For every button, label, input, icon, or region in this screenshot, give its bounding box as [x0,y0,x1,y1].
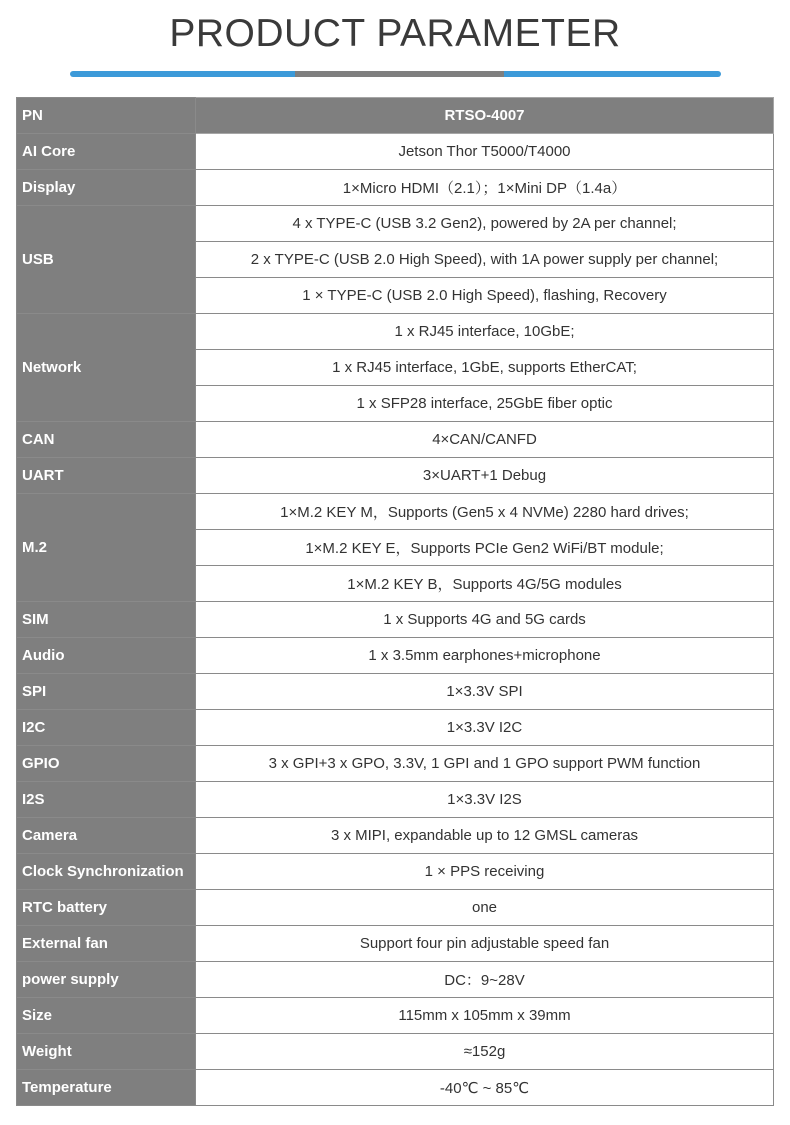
param-value-ai-core: Jetson Thor T5000/T4000 [196,134,774,170]
table-row [17,674,774,710]
param-value-display: 1×Micro HDMI（2.1）；1×Mini DP（1.4a） [196,170,774,206]
param-label-power-supply: power supply [17,962,196,998]
table-row [17,1070,774,1106]
table-row [17,782,774,818]
param-value-m-2: 1×M.2 KEY B，Supports 4G/5G modules [196,566,774,602]
param-value-temperature: -40℃ ~ 85℃ [196,1070,774,1106]
underline-left-segment [70,71,295,77]
table-row [17,818,774,854]
param-label-clock-synchronization: Clock Synchronization [17,854,196,890]
param-value-camera: 3 x MIPI, expandable up to 12 GMSL cameras [196,818,774,854]
param-label-usb: USB [17,206,196,314]
table-row [17,98,774,134]
table-row [17,638,774,674]
underline-right-segment [504,71,721,77]
param-label-i2c: I2C [17,710,196,746]
param-value-usb: 2 x TYPE-C (USB 2.0 High Speed), with 1A power supply per channel; [196,242,774,278]
param-label-ai-core: AI Core [17,134,196,170]
param-label-pn: PN [17,98,196,134]
param-value-uart: 3×UART+1 Debug [196,458,774,494]
param-label-size: Size [17,998,196,1034]
param-value-gpio: 3 x GPI+3 x GPO, 3.3V, 1 GPI and 1 GPO support PWM function [196,746,774,782]
param-label-temperature: Temperature [17,1070,196,1106]
param-value-audio: 1 x 3.5mm earphones+microphone [196,638,774,674]
param-value-spi: 1×3.3V SPI [196,674,774,710]
param-label-weight: Weight [17,1034,196,1070]
param-label-i2s: I2S [17,782,196,818]
param-label-m-2: M.2 [17,494,196,602]
param-label-gpio: GPIO [17,746,196,782]
param-value-weight: ≈152g [196,1034,774,1070]
table-row [17,854,774,890]
table-row [17,314,774,350]
table-row [17,926,774,962]
param-value-i2s: 1×3.3V I2S [196,782,774,818]
param-value-clock-synchronization: 1 × PPS receiving [196,854,774,890]
param-value-network: 1 x SFP28 interface, 25GbE fiber optic [196,386,774,422]
param-label-uart: UART [17,458,196,494]
param-value-external-fan: Support four pin adjustable speed fan [196,926,774,962]
table-row [17,746,774,782]
param-value-sim: 1 x Supports 4G and 5G cards [196,602,774,638]
param-value-pn: RTSO-4007 [196,98,774,134]
param-label-rtc-battery: RTC battery [17,890,196,926]
underline-middle-segment [295,71,504,77]
param-label-external-fan: External fan [17,926,196,962]
param-value-network: 1 x RJ45 interface, 10GbE; [196,314,774,350]
table-row [17,206,774,242]
table-row [17,998,774,1034]
param-label-network: Network [17,314,196,422]
param-value-usb: 1 × TYPE-C (USB 2.0 High Speed), flashing, Recovery [196,278,774,314]
param-value-m-2: 1×M.2 KEY M，Supports (Gen5 x 4 NVMe) 2280 hard drives; [196,494,774,530]
param-label-sim: SIM [17,602,196,638]
table-row [17,422,774,458]
title-underline [70,71,721,77]
table-row [17,1034,774,1070]
parameter-table [16,97,774,1106]
table-row [17,458,774,494]
param-value-m-2: 1×M.2 KEY E，Supports PCIe Gen2 WiFi/BT module; [196,530,774,566]
param-label-audio: Audio [17,638,196,674]
table-row [17,134,774,170]
param-label-can: CAN [17,422,196,458]
param-value-i2c: 1×3.3V I2C [196,710,774,746]
page-title: PRODUCT PARAMETER [169,12,621,55]
param-value-rtc-battery: one [196,890,774,926]
table-row [17,890,774,926]
param-label-camera: Camera [17,818,196,854]
param-value-usb: 4 x TYPE-C (USB 3.2 Gen2), powered by 2A per channel; [196,206,774,242]
param-value-size: 115mm x 105mm x 39mm [196,998,774,1034]
table-row [17,602,774,638]
param-label-display: Display [17,170,196,206]
table-row [17,710,774,746]
param-value-power-supply: DC：9~28V [196,962,774,998]
param-value-network: 1 x RJ45 interface, 1GbE, supports EtherCAT; [196,350,774,386]
param-label-spi: SPI [17,674,196,710]
parameter-table-body [17,98,774,1106]
table-row [17,170,774,206]
param-value-can: 4×CAN/CANFD [196,422,774,458]
table-row [17,962,774,998]
table-row [17,494,774,530]
